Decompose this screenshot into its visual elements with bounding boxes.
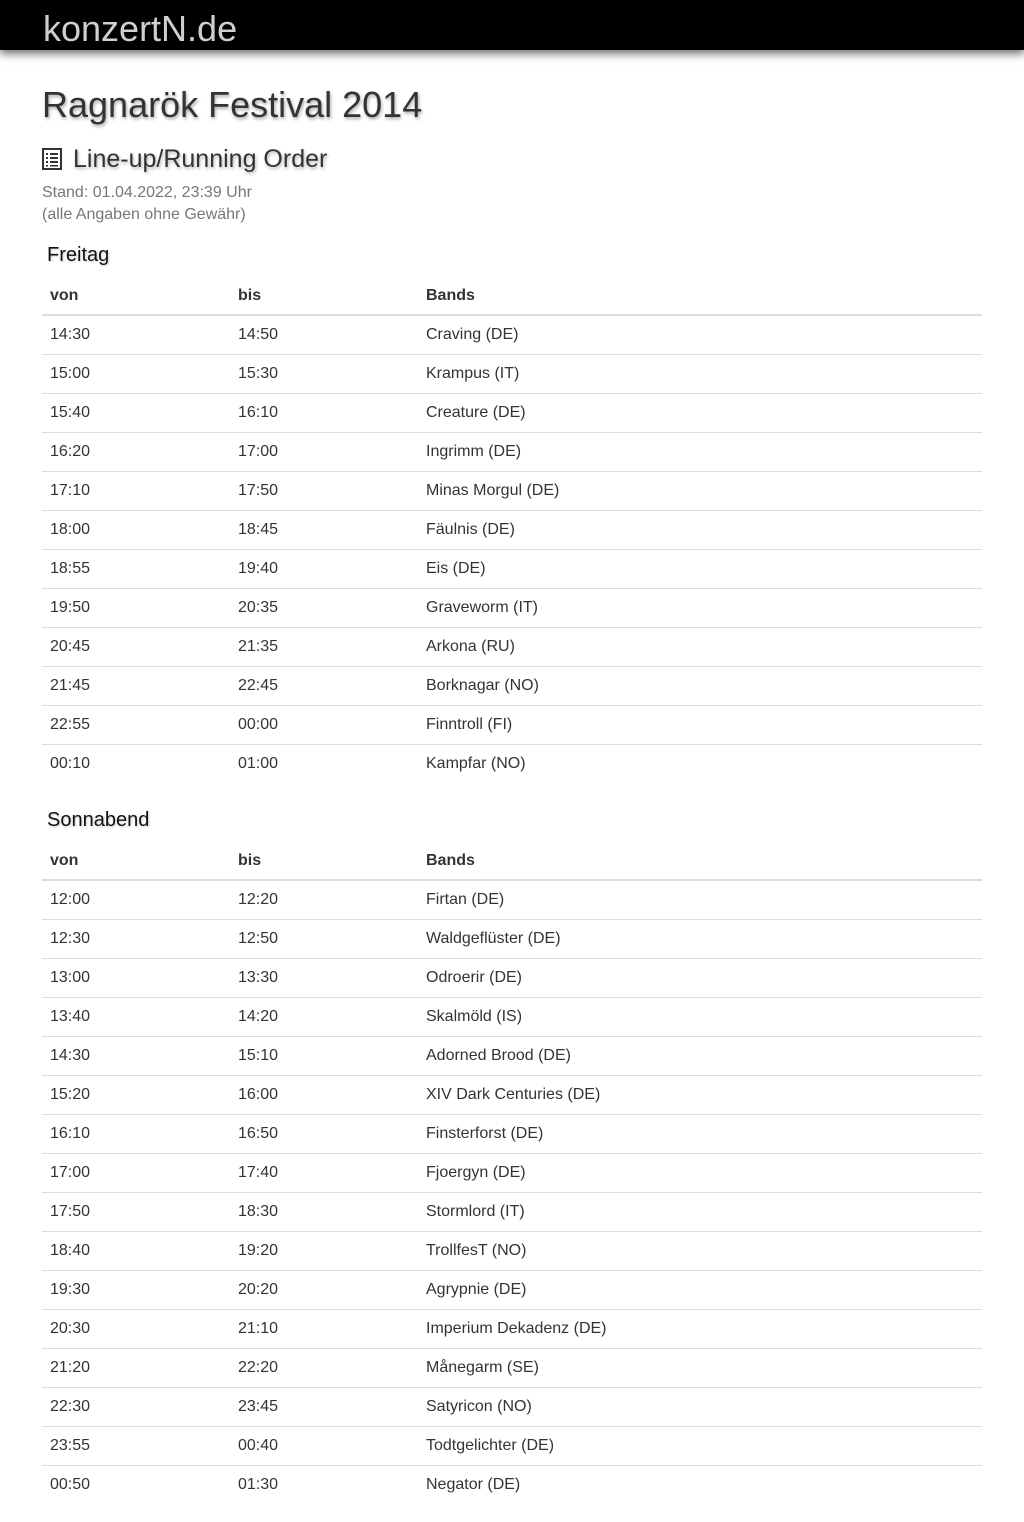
cell-from: 12:30: [42, 920, 230, 959]
cell-band: Ingrimm (DE): [418, 433, 982, 472]
table-row: [42, 1271, 982, 1310]
cell-to: 22:20: [230, 1349, 418, 1388]
cell-to: 12:50: [230, 920, 418, 959]
table-row: [42, 628, 982, 667]
list-icon: [42, 148, 62, 170]
updated-timestamp: Stand: 01.04.2022, 23:39 Uhr: [42, 184, 252, 201]
cell-band: Craving (DE): [418, 315, 982, 355]
cell-to: 00:00: [230, 706, 418, 745]
table-row: [42, 880, 982, 920]
cell-band: Todtgelichter (DE): [418, 1427, 982, 1466]
day-block-freitag: [42, 240, 982, 783]
cell-to: 20:20: [230, 1271, 418, 1310]
cell-band: Borknagar (NO): [418, 667, 982, 706]
cell-band: Månegarm (SE): [418, 1349, 982, 1388]
table-row: [42, 315, 982, 355]
cell-from: 16:20: [42, 433, 230, 472]
cell-band: Minas Morgul (DE): [418, 472, 982, 511]
cell-band: Imperium Dekadenz (DE): [418, 1310, 982, 1349]
table-row: [42, 1232, 982, 1271]
cell-band: Waldgeflüster (DE): [418, 920, 982, 959]
cell-band: Fjoergyn (DE): [418, 1154, 982, 1193]
cell-from: 16:10: [42, 1115, 230, 1154]
cell-band: Graveworm (IT): [418, 589, 982, 628]
cell-from: 00:50: [50, 1476, 91, 1493]
cell-from: 20:30: [42, 1310, 230, 1349]
table-header-row: [42, 278, 982, 315]
cell-band: Stormlord (IT): [418, 1193, 982, 1232]
column-header-from: von: [42, 843, 230, 880]
cell-band: Negator (DE): [426, 1476, 521, 1493]
section-header: [42, 144, 327, 174]
cell-to: 12:20: [230, 880, 418, 920]
cell-band: Agrypnie (DE): [418, 1271, 982, 1310]
cell-to: 14:50: [230, 315, 418, 355]
cell-to: 01:30: [238, 1476, 279, 1493]
disclaimer: (alle Angaben ohne Gewähr): [42, 206, 246, 223]
schedule-table: [42, 843, 982, 1504]
cell-from: 17:50: [42, 1193, 230, 1232]
cell-to: 18:30: [230, 1193, 418, 1232]
cell-band: Krampus (IT): [418, 355, 982, 394]
cell-from: 18:00: [42, 511, 230, 550]
cell-to: 17:40: [230, 1154, 418, 1193]
cell-to: 14:20: [230, 998, 418, 1037]
cell-band: Creature (DE): [418, 394, 982, 433]
day-block-sonnabend: [42, 805, 982, 1504]
table-row: [42, 667, 982, 706]
cell-from: 15:40: [42, 394, 230, 433]
cell-from: 19:30: [42, 1271, 230, 1310]
cell-from: 13:00: [42, 959, 230, 998]
cell-from: 20:45: [42, 628, 230, 667]
table-row: [42, 1037, 982, 1076]
column-header-to: bis: [230, 843, 418, 880]
table-row: [42, 706, 982, 745]
cell-band: Arkona (RU): [418, 628, 982, 667]
table-row: [42, 1466, 982, 1505]
cell-to: 01:00: [238, 755, 279, 772]
cell-band: XIV Dark Centuries (DE): [418, 1076, 982, 1115]
navbar: [0, 0, 1024, 50]
cell-to: 15:10: [230, 1037, 418, 1076]
cell-band: Satyricon (NO): [418, 1388, 982, 1427]
table-row: [42, 920, 982, 959]
cell-from: 14:30: [42, 1037, 230, 1076]
cell-to: 23:45: [230, 1388, 418, 1427]
table-row: [42, 550, 982, 589]
cell-from: 12:00: [42, 880, 230, 920]
table-row: [42, 998, 982, 1037]
table-row: [42, 1154, 982, 1193]
cell-from: 17:10: [42, 472, 230, 511]
cell-from: 15:20: [42, 1076, 230, 1115]
cell-band: TrollfesT (NO): [418, 1232, 982, 1271]
day-title: Freitag: [47, 244, 110, 266]
cell-to: 19:40: [230, 550, 418, 589]
cell-band: Finsterforst (DE): [418, 1115, 982, 1154]
cell-from: 15:00: [42, 355, 230, 394]
cell-from: 18:40: [42, 1232, 230, 1271]
table-row: [42, 355, 982, 394]
table-row: [42, 1388, 982, 1427]
column-header-bands: Bands: [418, 843, 982, 880]
page-title: Ragnarök Festival 2014: [42, 84, 423, 125]
table-row: [42, 959, 982, 998]
meta-info: [42, 182, 252, 226]
table-row: [42, 1193, 982, 1232]
cell-to: 00:40: [230, 1427, 418, 1466]
table-row: [42, 745, 982, 784]
cell-band: Eis (DE): [418, 550, 982, 589]
cell-to: 20:35: [230, 589, 418, 628]
column-header-from: von: [42, 278, 230, 315]
cell-to: 18:45: [230, 511, 418, 550]
cell-to: 16:10: [230, 394, 418, 433]
table-row: [42, 1076, 982, 1115]
cell-band: Fäulnis (DE): [418, 511, 982, 550]
table-row: [42, 1427, 982, 1466]
cell-from: 18:55: [42, 550, 230, 589]
table-row: [42, 1115, 982, 1154]
cell-from: 17:00: [42, 1154, 230, 1193]
cell-band: Firtan (DE): [418, 880, 982, 920]
cell-from: 13:40: [42, 998, 230, 1037]
cell-band: Kampfar (NO): [426, 755, 526, 772]
cell-from: 22:55: [42, 706, 230, 745]
cell-from: 22:30: [42, 1388, 230, 1427]
cell-band: Skalmöld (IS): [418, 998, 982, 1037]
table-row: [42, 511, 982, 550]
table-row: [42, 1349, 982, 1388]
cell-from: 00:10: [50, 755, 91, 772]
cell-band: Finntroll (FI): [418, 706, 982, 745]
cell-to: 16:00: [230, 1076, 418, 1115]
cell-to: 13:30: [230, 959, 418, 998]
table-header-row: [42, 843, 982, 880]
cell-band: Adorned Brood (DE): [418, 1037, 982, 1076]
cell-band: Odroerir (DE): [418, 959, 982, 998]
table-row: [42, 1310, 982, 1349]
column-header-to: bis: [230, 278, 418, 315]
cell-to: 22:45: [230, 667, 418, 706]
cell-from: 21:20: [42, 1349, 230, 1388]
cell-to: 16:50: [230, 1115, 418, 1154]
cell-from: 21:45: [42, 667, 230, 706]
cell-from: 19:50: [42, 589, 230, 628]
cell-from: 23:55: [42, 1427, 230, 1466]
cell-to: 15:30: [230, 355, 418, 394]
table-row: [42, 472, 982, 511]
section-title: Line-up/Running Order: [73, 145, 328, 173]
table-row: [42, 589, 982, 628]
cell-to: 19:20: [230, 1232, 418, 1271]
column-header-bands: Bands: [418, 278, 982, 315]
cell-to: 21:35: [230, 628, 418, 667]
day-title: Sonnabend: [47, 809, 150, 831]
cell-from: 14:30: [42, 315, 230, 355]
brand-link[interactable]: konzertN.de: [43, 8, 238, 49]
cell-to: 17:50: [230, 472, 418, 511]
schedule-table: [42, 278, 982, 783]
cell-to: 21:10: [230, 1310, 418, 1349]
cell-to: 17:00: [230, 433, 418, 472]
table-row: [42, 394, 982, 433]
table-row: [42, 433, 982, 472]
